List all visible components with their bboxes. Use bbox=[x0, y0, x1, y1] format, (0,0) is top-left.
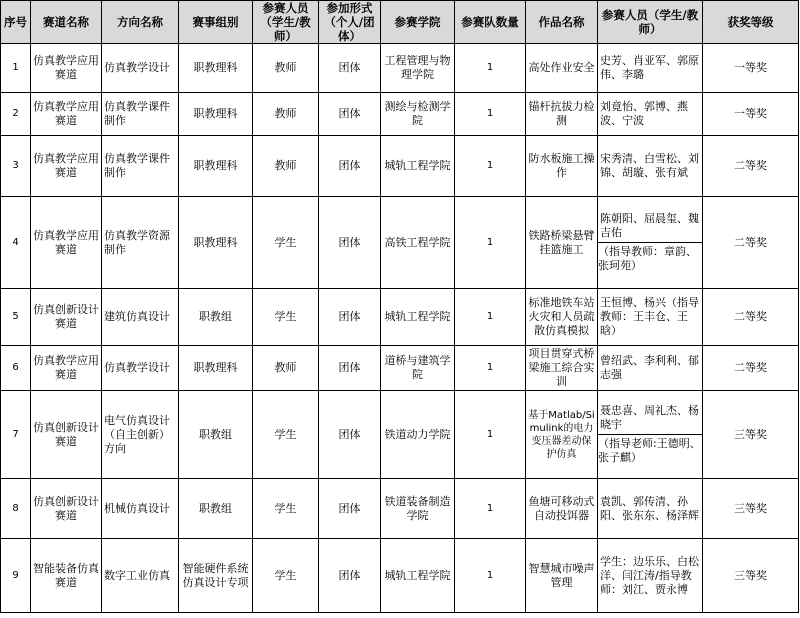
cell-direction: 电气仿真设计（自主创新）方向 bbox=[102, 391, 179, 479]
cell-form: 团体 bbox=[319, 93, 381, 136]
cell-form: 团体 bbox=[319, 197, 381, 289]
cell-award: 二等奖 bbox=[703, 346, 799, 391]
cell-group: 职教组 bbox=[179, 391, 253, 479]
table-row bbox=[1, 391, 799, 479]
cell-members: 史芳、肖亚军、郭原伟、李璐 bbox=[598, 44, 703, 93]
cell-work: 铁路桥梁悬臂挂篮施工 bbox=[526, 197, 598, 289]
cell-members: 学生：边乐乐、白松洋、闫江涛/指导教师：刘江、贾永博 bbox=[598, 539, 703, 613]
cell-track: 仿真创新设计赛道 bbox=[31, 289, 102, 346]
table-row bbox=[1, 44, 799, 93]
cell-teams: 1 bbox=[455, 289, 526, 346]
cell-award: 二等奖 bbox=[703, 289, 799, 346]
header-form: 参加形式（个人/团体） bbox=[319, 1, 381, 44]
cell-form: 团体 bbox=[319, 479, 381, 539]
cell-direction: 仿真教学课件制作 bbox=[102, 93, 179, 136]
cell-college: 道桥与建筑学院 bbox=[381, 346, 455, 391]
table-row bbox=[1, 197, 799, 289]
cell-college: 城轨工程学院 bbox=[381, 539, 455, 613]
cell-members bbox=[598, 391, 703, 479]
cell-track: 仿真教学应用赛道 bbox=[31, 197, 102, 289]
cell-idx: 4 bbox=[1, 197, 31, 289]
cell-teams: 1 bbox=[455, 391, 526, 479]
members-students: 陈朝阳、屈晨玺、魏吉佑 bbox=[600, 212, 699, 239]
cell-members: 曾绍武、李利利、郁志强 bbox=[598, 346, 703, 391]
cell-idx: 5 bbox=[1, 289, 31, 346]
cell-teams: 1 bbox=[455, 136, 526, 197]
cell-idx: 7 bbox=[1, 391, 31, 479]
cell-award: 三等奖 bbox=[703, 479, 799, 539]
cell-teams: 1 bbox=[455, 479, 526, 539]
cell-direction: 仿真教学课件制作 bbox=[102, 136, 179, 197]
members-advisors: （指导教师：章韵、张珂苑） bbox=[598, 242, 702, 273]
cell-group: 职教理科 bbox=[179, 44, 253, 93]
cell-group: 职教理科 bbox=[179, 346, 253, 391]
cell-idx: 3 bbox=[1, 136, 31, 197]
cell-teams: 1 bbox=[455, 44, 526, 93]
header-idx: 序号 bbox=[1, 1, 31, 44]
cell-college: 城轨工程学院 bbox=[381, 136, 455, 197]
cell-track: 仿真教学应用赛道 bbox=[31, 44, 102, 93]
cell-work: 高处作业安全 bbox=[526, 44, 598, 93]
cell-role: 教师 bbox=[253, 44, 319, 93]
cell-college: 铁道装备制造学院 bbox=[381, 479, 455, 539]
header-teams: 参赛队数量 bbox=[455, 1, 526, 44]
cell-award: 二等奖 bbox=[703, 197, 799, 289]
cell-direction: 数字工业仿真 bbox=[102, 539, 179, 613]
cell-track: 仿真教学应用赛道 bbox=[31, 93, 102, 136]
cell-group: 职教组 bbox=[179, 289, 253, 346]
header-track: 赛道名称 bbox=[31, 1, 102, 44]
cell-direction: 仿真教学设计 bbox=[102, 346, 179, 391]
table-row bbox=[1, 289, 799, 346]
cell-members: 刘竟怡、郭博、燕波、宁波 bbox=[598, 93, 703, 136]
cell-direction: 机械仿真设计 bbox=[102, 479, 179, 539]
header-row bbox=[1, 1, 799, 44]
cell-group: 职教理科 bbox=[179, 136, 253, 197]
cell-role: 教师 bbox=[253, 136, 319, 197]
cell-members: 宋秀清、白雪松、刘锦、胡璇、张有斌 bbox=[598, 136, 703, 197]
table-row bbox=[1, 136, 799, 197]
members-students: 聂忠喜、周礼杰、杨晓宇 bbox=[600, 404, 699, 431]
cell-group: 职教组 bbox=[179, 479, 253, 539]
cell-work: 基于Matlab/Simulink的电力变压器差动保护仿真 bbox=[526, 391, 598, 479]
cell-members bbox=[598, 197, 703, 289]
cell-award: 一等奖 bbox=[703, 44, 799, 93]
cell-form: 团体 bbox=[319, 346, 381, 391]
cell-track: 仿真创新设计赛道 bbox=[31, 479, 102, 539]
cell-track: 智能装备仿真赛道 bbox=[31, 539, 102, 613]
members-advisors: （指导老师:王德明、张子麒） bbox=[598, 434, 702, 465]
cell-award: 三等奖 bbox=[703, 539, 799, 613]
cell-form: 团体 bbox=[319, 391, 381, 479]
cell-teams: 1 bbox=[455, 346, 526, 391]
cell-work: 锚杆抗拔力检测 bbox=[526, 93, 598, 136]
cell-form: 团体 bbox=[319, 289, 381, 346]
cell-idx: 6 bbox=[1, 346, 31, 391]
cell-direction: 建筑仿真设计 bbox=[102, 289, 179, 346]
header-direction: 方向名称 bbox=[102, 1, 179, 44]
cell-members: 王恒博、杨兴（指导教师：王丰仓、王晗） bbox=[598, 289, 703, 346]
cell-group: 职教理科 bbox=[179, 197, 253, 289]
cell-college: 铁道动力学院 bbox=[381, 391, 455, 479]
cell-college: 工程管理与物理学院 bbox=[381, 44, 455, 93]
cell-form: 团体 bbox=[319, 44, 381, 93]
cell-role: 学生 bbox=[253, 539, 319, 613]
cell-role: 教师 bbox=[253, 346, 319, 391]
header-group: 赛事组别 bbox=[179, 1, 253, 44]
cell-teams: 1 bbox=[455, 197, 526, 289]
cell-teams: 1 bbox=[455, 93, 526, 136]
table-row bbox=[1, 539, 799, 613]
cell-direction: 仿真教学设计 bbox=[102, 44, 179, 93]
header-college: 参赛学院 bbox=[381, 1, 455, 44]
cell-track: 仿真创新设计赛道 bbox=[31, 391, 102, 479]
table-row bbox=[1, 346, 799, 391]
cell-idx: 9 bbox=[1, 539, 31, 613]
cell-group: 智能硬件系统仿真设计专项 bbox=[179, 539, 253, 613]
table-row bbox=[1, 479, 799, 539]
cell-college: 高铁工程学院 bbox=[381, 197, 455, 289]
cell-teams: 1 bbox=[455, 539, 526, 613]
header-work: 作品名称 bbox=[526, 1, 598, 44]
header-members: 参赛人员（学生/教师） bbox=[598, 1, 703, 44]
cell-work: 标准地铁车站火灾和人员疏散仿真模拟 bbox=[526, 289, 598, 346]
cell-members: 袁凯、郭传清、孙阳、张东东、杨泽辉 bbox=[598, 479, 703, 539]
cell-work: 防水板施工操作 bbox=[526, 136, 598, 197]
cell-form: 团体 bbox=[319, 539, 381, 613]
cell-work: 项目贯穿式桥梁施工综合实训 bbox=[526, 346, 598, 391]
cell-track: 仿真教学应用赛道 bbox=[31, 346, 102, 391]
table-row bbox=[1, 93, 799, 136]
cell-form: 团体 bbox=[319, 136, 381, 197]
cell-work: 智慧城市噪声管理 bbox=[526, 539, 598, 613]
cell-idx: 1 bbox=[1, 44, 31, 93]
header-role: 参赛人员（学生/教师） bbox=[253, 1, 319, 44]
cell-role: 学生 bbox=[253, 391, 319, 479]
cell-role: 教师 bbox=[253, 93, 319, 136]
cell-role: 学生 bbox=[253, 289, 319, 346]
cell-idx: 8 bbox=[1, 479, 31, 539]
cell-role: 学生 bbox=[253, 479, 319, 539]
cell-idx: 2 bbox=[1, 93, 31, 136]
cell-award: 二等奖 bbox=[703, 136, 799, 197]
cell-award: 一等奖 bbox=[703, 93, 799, 136]
cell-track: 仿真教学应用赛道 bbox=[31, 136, 102, 197]
cell-group: 职教理科 bbox=[179, 93, 253, 136]
header-award: 获奖等级 bbox=[703, 1, 799, 44]
cell-role: 学生 bbox=[253, 197, 319, 289]
cell-direction: 仿真教学资源制作 bbox=[102, 197, 179, 289]
cell-college: 测绘与检测学院 bbox=[381, 93, 455, 136]
cell-work: 鱼塘可移动式自动投饵器 bbox=[526, 479, 598, 539]
cell-award: 三等奖 bbox=[703, 391, 799, 479]
cell-college: 城轨工程学院 bbox=[381, 289, 455, 346]
